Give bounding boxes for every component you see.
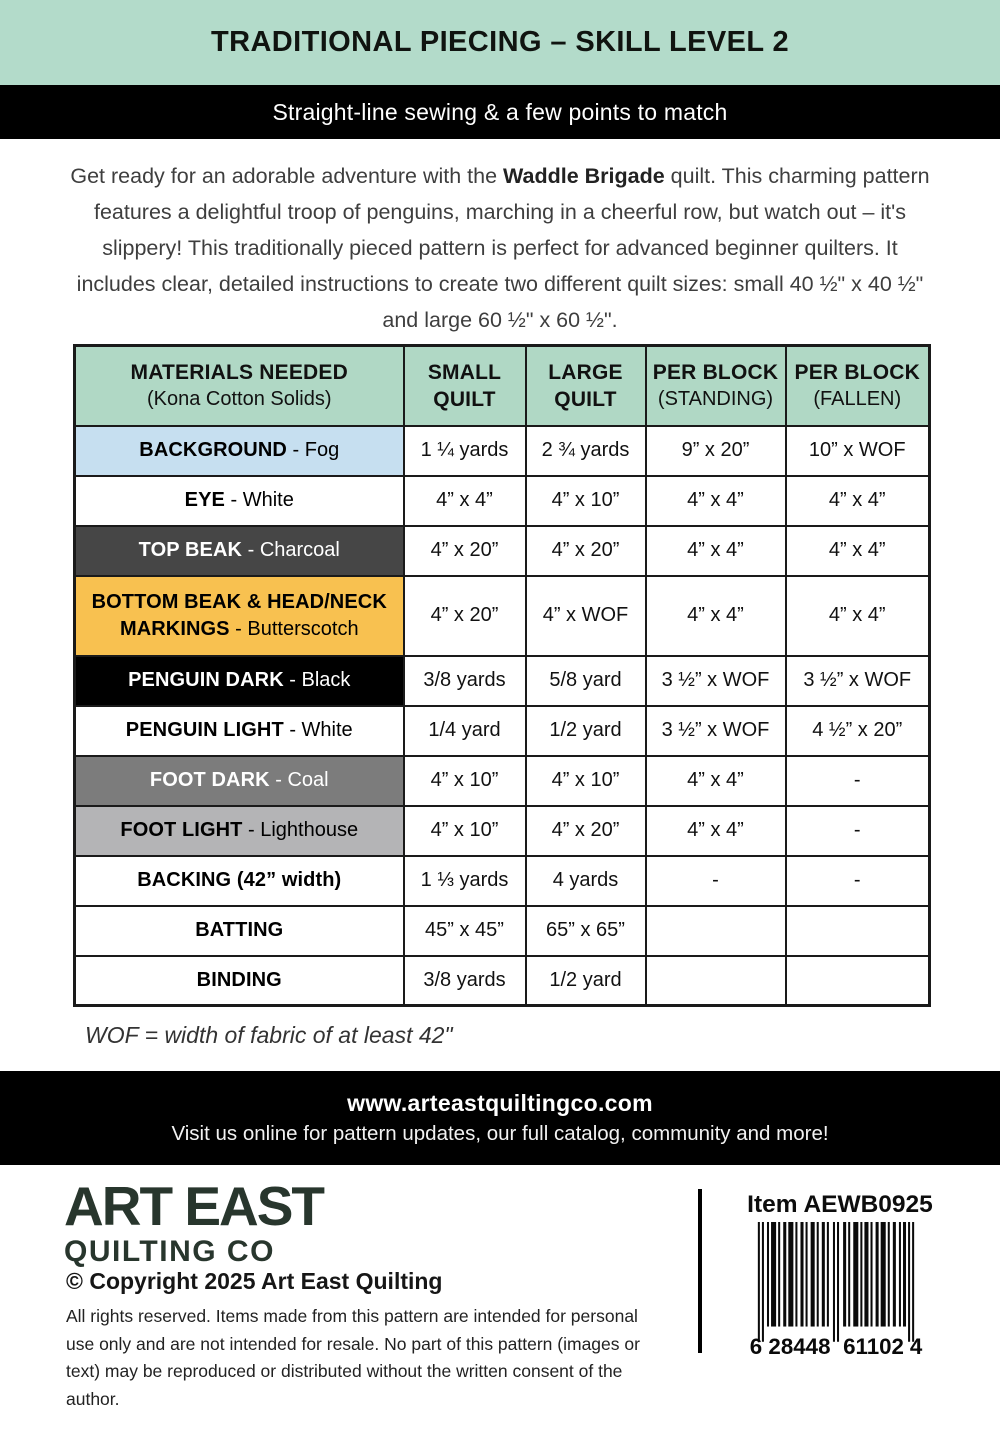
table-row-penguin-light	[75, 706, 930, 756]
table-row-background	[75, 426, 930, 476]
row-label: PENGUIN LIGHT - White	[75, 706, 404, 756]
cell-value: 5/8 yard	[526, 656, 646, 706]
subtitle-banner	[0, 85, 1000, 139]
cell-value: 4” x 20”	[526, 526, 646, 576]
cell-value: 4” x 20”	[404, 576, 526, 656]
col-header-large-quilt: LARGE QUILT	[526, 346, 646, 426]
row-label: BACKING (42” width)	[75, 856, 404, 906]
cell-value: 3 ½” x WOF	[646, 706, 786, 756]
cell-value: 1/4 yard	[404, 706, 526, 756]
cell-value: 4” x 4”	[646, 756, 786, 806]
cell-value: 4 ½” x 20”	[786, 706, 930, 756]
copyright-line: © Copyright 2025 Art East Quilting	[66, 1268, 443, 1294]
col-header-per-block-fallen: PER BLOCK (FALLEN)	[786, 346, 930, 426]
cell-value: 2 ¾ yards	[526, 426, 646, 476]
row-label: TOP BEAK - Charcoal	[75, 526, 404, 576]
table-header-row	[75, 346, 930, 426]
row-label: BOTTOM BEAK & HEAD/NECK MARKINGS - Butterscotch	[75, 576, 404, 656]
row-label: EYE - White	[75, 476, 404, 526]
cell-value	[786, 956, 930, 1006]
barcode-digit: 28448	[768, 1333, 831, 1358]
legal-text: All rights reserved. Items made from this pattern are intended for personal use only and are not intended for resale. No part of this pattern (images or text) may be reproduced or distributed without the written consent of the author.	[66, 1306, 640, 1409]
wof-note: WOF = width of fabric of at least 42"	[85, 1022, 453, 1048]
cell-value: 4” x 4”	[646, 476, 786, 526]
cell-value: -	[786, 856, 930, 906]
cell-value: 1 ¼ yards	[404, 426, 526, 476]
cell-value: 4” x 20”	[404, 526, 526, 576]
cell-value: 4” x 4”	[646, 526, 786, 576]
cell-value	[646, 906, 786, 956]
cell-value: 3 ½” x WOF	[646, 656, 786, 706]
cell-value: 9” x 20”	[646, 426, 786, 476]
footer-band	[0, 1071, 1000, 1165]
vertical-divider	[698, 1189, 702, 1353]
col-header-materials: MATERIALS NEEDED (Kona Cotton Solids)	[75, 346, 404, 426]
table-row-foot-dark	[75, 756, 930, 806]
item-number: Item AEWB0925	[747, 1191, 933, 1218]
intro-paragraph	[69, 158, 931, 338]
cell-value: 4” x 4”	[646, 806, 786, 856]
row-label: PENGUIN DARK - Black	[75, 656, 404, 706]
cell-value: 1 ⅓ yards	[404, 856, 526, 906]
cell-value: 4” x 4”	[786, 476, 930, 526]
cell-value: 4” x 10”	[526, 476, 646, 526]
cell-value: 3/8 yards	[404, 656, 526, 706]
row-label: FOOT DARK - Coal	[75, 756, 404, 806]
cell-value	[786, 906, 930, 956]
subtitle-text: Straight-line sewing & a few points to match	[272, 98, 728, 125]
table-row-eye	[75, 476, 930, 526]
cell-value: 4” x 20”	[526, 806, 646, 856]
cell-value: 4” x 4”	[786, 526, 930, 576]
cell-value: 4” x 10”	[404, 756, 526, 806]
cell-value: 3 ½” x WOF	[786, 656, 930, 706]
cell-value: 3/8 yards	[404, 956, 526, 1006]
cell-value: 10” x WOF	[786, 426, 930, 476]
bottom-section	[0, 1165, 1000, 1409]
row-label: FOOT LIGHT - Lighthouse	[75, 806, 404, 856]
intro-text-before: Get ready for an adorable adventure with the	[70, 164, 504, 188]
table-row-foot-light	[75, 806, 930, 856]
footer-website: www.arteastquiltingco.com	[347, 1090, 653, 1116]
cell-value: -	[646, 856, 786, 906]
table-row-top-beak	[75, 526, 930, 576]
cell-value: -	[786, 756, 930, 806]
company-logo	[64, 1175, 323, 1268]
cell-value: 1/2 yard	[526, 706, 646, 756]
cell-value: 4” x 4”	[404, 476, 526, 526]
row-label: BACKGROUND - Fog	[75, 426, 404, 476]
table-row-penguin-dark	[75, 656, 930, 706]
logo-line-1: ART EAST	[64, 1175, 323, 1237]
logo-line-2: QUILTING CO	[64, 1235, 275, 1268]
table-row-backing	[75, 856, 930, 906]
col-header-per-block-standing: PER BLOCK (STANDING)	[646, 346, 786, 426]
cell-value: 65” x 65”	[526, 906, 646, 956]
page-title: TRADITIONAL PIECING – SKILL LEVEL 2	[211, 26, 789, 58]
table-row-batting	[75, 906, 930, 956]
cell-value: 45” x 45”	[404, 906, 526, 956]
barcode-digit: 4	[909, 1333, 923, 1358]
barcode-digit: 61102	[843, 1333, 904, 1358]
table-row-binding	[75, 956, 930, 1006]
footer-tagline: Visit us online for pattern updates, our full catalog, community and more!	[171, 1122, 829, 1145]
table-row-bottom-beak	[75, 576, 930, 656]
row-label: BATTING	[75, 906, 404, 956]
cell-value: 4” x WOF	[526, 576, 646, 656]
materials-table	[73, 344, 931, 1007]
cell-value: 4” x 10”	[526, 756, 646, 806]
skill-level-banner	[0, 0, 1000, 85]
cell-value: 4” x 4”	[646, 576, 786, 656]
pattern-name: Waddle Brigade	[503, 164, 665, 188]
row-label: BINDING	[75, 956, 404, 1006]
barcode-digit: 6	[749, 1333, 763, 1358]
cell-value	[646, 956, 786, 1006]
col-header-small-quilt: SMALL QUILT	[404, 346, 526, 426]
cell-value: 1/2 yard	[526, 956, 646, 1006]
barcode	[748, 1222, 924, 1358]
cell-value: 4” x 10”	[404, 806, 526, 856]
cell-value: -	[786, 806, 930, 856]
intro-text-after: quilt. This charming pattern features a delightful troop of penguins, marching in a cheerful row, but watch out – it's slippery! This traditionally pieced pattern is perfect for advanced beginner quilters. It includes clear, detailed instructions to create two different quilt sizes: small 40 ½" x 40 ½" and large 60 ½" x 60 ½".	[76, 164, 930, 332]
cell-value: 4 yards	[526, 856, 646, 906]
cell-value: 4” x 4”	[786, 576, 930, 656]
